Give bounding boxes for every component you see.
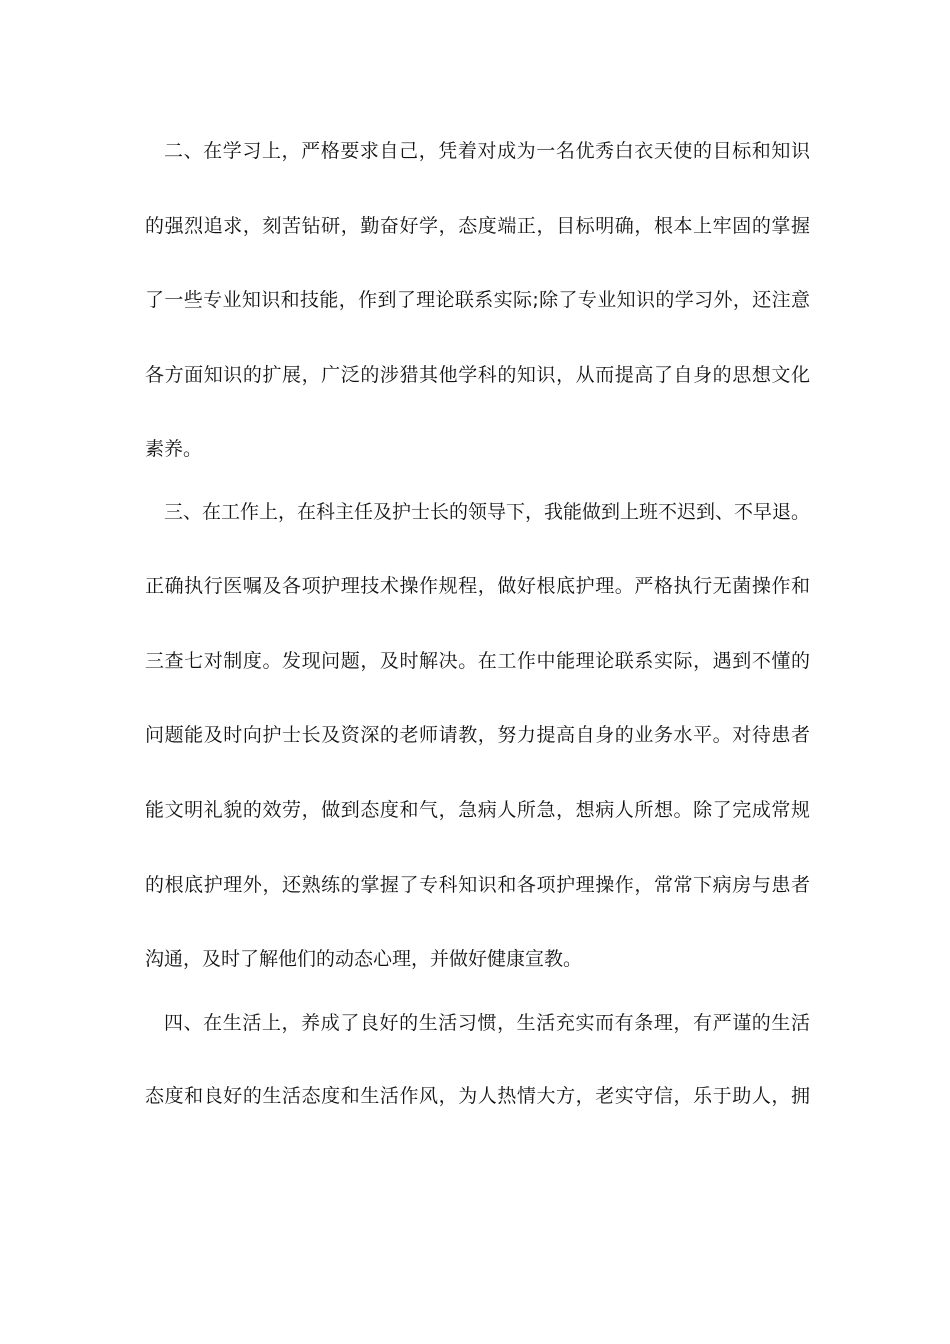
paragraph-3-line-6: 的根底护理外，还熟练的掌握了专科知识和各项护理操作，常常下病房与患者: [145, 874, 810, 896]
paragraph-3-line-3: 三查七对制度。发现问题，及时解决。在工作中能理论联系实际，遇到不懂的: [145, 650, 810, 672]
paragraph-4-line-2: 态度和良好的生活态度和生活作风，为人热情大方，老实守信，乐于助人，拥: [145, 1085, 810, 1107]
paragraph-3-line-4: 问题能及时向护士长及资深的老师请教，努力提高自身的业务水平。对待患者: [145, 724, 810, 746]
paragraph-4-line-1: 四、在生活上，养成了良好的生活习惯，生活充实而有条理，有严谨的生活: [164, 1012, 810, 1034]
paragraph-3-line-2: 正确执行医嘱及各项护理技术操作规程，做好根底护理。严格执行无菌操作和: [145, 575, 810, 597]
paragraph-2-line-1: 二、在学习上，严格要求自己，凭着对成为一名优秀白衣天使的目标和知识: [164, 140, 810, 162]
paragraph-2-line-4: 各方面知识的扩展，广泛的涉猎其他学科的知识，从而提高了自身的思想文化: [145, 364, 810, 386]
paragraph-3-line-7: 沟通，及时了解他们的动态心理，并做好健康宣教。: [145, 948, 583, 970]
paragraph-2-line-5: 素养。: [145, 438, 203, 460]
paragraph-2-line-2: 的强烈追求，刻苦钻研，勤奋好学，态度端正，目标明确，根本上牢固的掌握: [145, 215, 810, 237]
paragraph-2-line-3: 了一些专业知识和技能，作到了理论联系实际;除了专业知识的学习外，还注意: [145, 289, 810, 311]
paragraph-3-line-5: 能文明礼貌的效劳，做到态度和气，急病人所急，想病人所想。除了完成常规: [145, 799, 810, 821]
paragraph-3-line-1: 三、在工作上，在科主任及护士长的领导下，我能做到上班不迟到、不早退。: [164, 501, 810, 523]
